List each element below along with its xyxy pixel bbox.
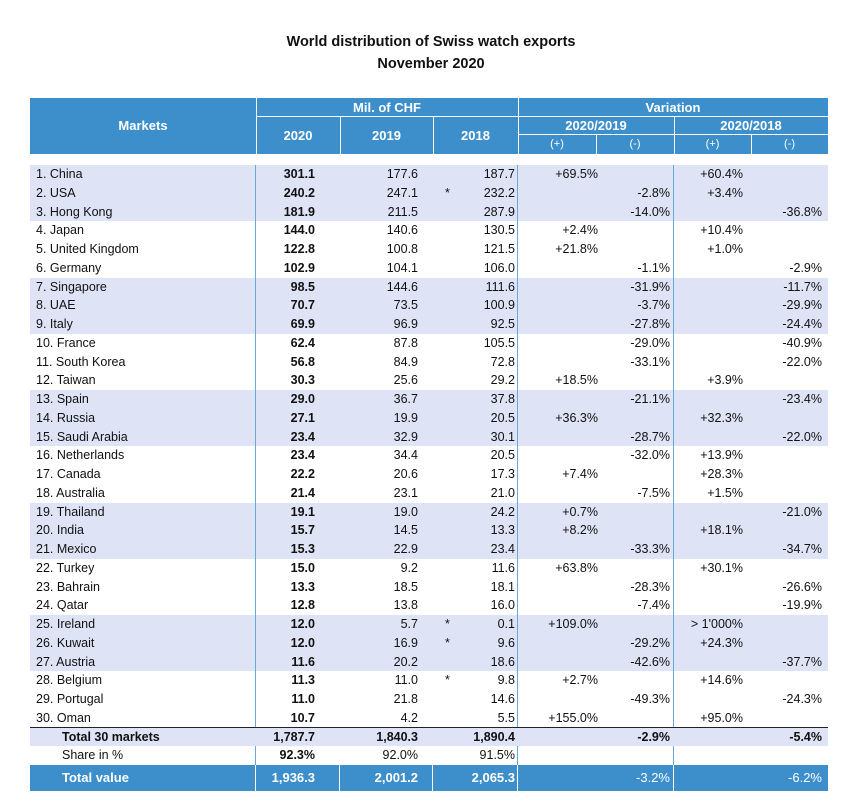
value-2019: 177.6: [386, 167, 418, 181]
header-var-2020-2018: 2020/2018: [720, 117, 782, 133]
value-2020: 240.2: [283, 185, 315, 200]
table-row: [30, 578, 828, 597]
value-2018: 18.1: [490, 579, 515, 594]
header-year-2020: 2020: [283, 127, 313, 143]
var-2018-plus: +1.0%: [707, 242, 743, 256]
table-row: [30, 634, 828, 653]
value-2019: 16.9: [393, 635, 418, 650]
value-2018: 130.5: [483, 223, 515, 238]
value-2019: 100.8: [386, 242, 418, 256]
value-2019: 73.5: [393, 298, 418, 313]
total-value-row: [30, 765, 828, 791]
table-title: World distribution of Swiss watch exports: [286, 34, 576, 50]
table-row: [30, 371, 828, 390]
var-2019-plus: +2.7%: [562, 673, 598, 688]
var-2019-minus: -49.3%: [630, 692, 670, 706]
value-2018: 111.6: [485, 279, 515, 294]
value-2018: 121.5: [483, 242, 515, 256]
header-minus-1: (-): [629, 138, 641, 150]
value-2019: 36.7: [393, 392, 418, 406]
total-2018: 2,065.3: [471, 770, 515, 785]
var-2018-plus: +14.6%: [700, 673, 743, 688]
value-2020: 56.8: [290, 354, 315, 369]
value-2019: 21.8: [393, 692, 418, 706]
value-2018: 16.0: [490, 598, 515, 613]
value-2019: 14.5: [393, 523, 418, 538]
var-2019-minus: -42.6%: [630, 654, 670, 669]
value-2019: 23.1: [393, 485, 418, 500]
value-2020: 62.4: [290, 335, 315, 350]
revised-marker: *: [445, 635, 450, 650]
var-2019-minus: -29.2%: [630, 635, 670, 650]
value-2018: 24.2: [490, 504, 515, 519]
value-2020: 11.0: [291, 692, 315, 706]
total-2020: 1,936.3: [271, 770, 315, 785]
market-name: 10. France: [36, 335, 96, 350]
table-row: [30, 428, 828, 447]
value-2019: 18.5: [393, 579, 418, 594]
value-2020: 15.0: [290, 560, 315, 575]
value-2018: 9.8: [497, 673, 515, 688]
var-2019-plus: +109.0%: [548, 617, 598, 631]
value-2020: 12.0: [290, 617, 315, 631]
table-row: [30, 596, 828, 615]
table-row: [30, 709, 828, 728]
value-2018: 105.5: [483, 335, 515, 350]
var-2018-minus: -26.6%: [782, 579, 822, 594]
value-2018: 287.9: [483, 204, 515, 219]
revised-marker: *: [445, 185, 450, 200]
value-2019: 19.0: [393, 504, 418, 519]
market-name: 22. Turkey: [36, 560, 95, 575]
value-2020: 11.6: [291, 654, 315, 669]
var-2018-minus: -29.9%: [782, 298, 822, 313]
var-2019-minus: -2.8%: [637, 185, 670, 200]
value-2020: 69.9: [290, 317, 315, 331]
market-name: 24. Qatar: [36, 598, 89, 613]
total30-var-2018: -5.4%: [789, 730, 822, 744]
var-2019-plus: +18.5%: [555, 373, 598, 388]
header-markets: Markets: [118, 117, 168, 133]
total-var-2018: -6.2%: [788, 770, 822, 785]
value-2019: 11.0: [394, 673, 418, 688]
table-row: [30, 353, 828, 372]
value-2020: 15.7: [290, 523, 315, 538]
table-header: [30, 98, 828, 154]
value-2019: 247.1: [386, 185, 418, 200]
value-2019: 87.8: [393, 335, 418, 350]
header-variation: Variation: [645, 99, 701, 115]
total-2019: 2,001.2: [374, 770, 418, 785]
value-2020: 122.8: [283, 242, 315, 256]
var-2018-minus: -36.8%: [782, 204, 822, 219]
value-2020: 11.3: [291, 673, 315, 688]
market-name: 18. Australia: [36, 485, 105, 500]
value-2019: 22.9: [393, 542, 418, 556]
value-2018: 18.6: [490, 654, 515, 669]
var-2018-minus: -2.9%: [789, 260, 822, 275]
var-2018-minus: -40.9%: [782, 335, 822, 350]
var-2018-plus: +10.4%: [700, 223, 743, 238]
value-2018: 5.5: [497, 710, 515, 725]
market-name: 20. India: [36, 523, 84, 538]
value-2019: 211.5: [387, 204, 418, 219]
value-2020: 27.1: [290, 410, 315, 425]
var-2018-plus: +28.3%: [700, 467, 743, 481]
var-2018-minus: -24.3%: [782, 692, 822, 706]
total30-2020: 1,787.7: [273, 730, 315, 744]
value-2019: 84.9: [393, 354, 418, 369]
var-2018-minus: -34.7%: [782, 542, 822, 556]
table-row: [30, 390, 828, 409]
table-row: [30, 559, 828, 578]
var-2018-plus: +60.4%: [700, 167, 743, 181]
var-2018-minus: -23.4%: [782, 392, 822, 406]
value-2019: 5.7: [400, 617, 418, 631]
market-name: 3. Hong Kong: [36, 204, 113, 219]
table-row: [30, 484, 828, 503]
total30-var-2019: -2.9%: [637, 730, 670, 744]
value-2020: 22.2: [290, 467, 315, 481]
market-name: 2. USA: [36, 185, 76, 200]
value-2018: 30.1: [490, 429, 515, 444]
table-row: [30, 184, 828, 203]
market-name: 6. Germany: [36, 260, 102, 275]
var-2018-plus: +95.0%: [700, 710, 743, 725]
value-2018: 9.6: [497, 635, 515, 650]
var-2019-minus: -33.3%: [630, 542, 670, 556]
value-2020: 12.0: [290, 635, 315, 650]
var-2018-minus: -11.7%: [783, 279, 822, 294]
market-name: 5. United Kingdom: [36, 242, 139, 256]
table-row: [30, 409, 828, 428]
var-2018-plus: +1.5%: [707, 485, 743, 500]
value-2019: 19.9: [393, 410, 418, 425]
table-row: [30, 165, 828, 184]
share-row: [30, 746, 828, 764]
value-2018: 17.3: [490, 467, 515, 481]
value-2019: 13.8: [393, 598, 418, 613]
market-name: 28. Belgium: [36, 673, 103, 688]
market-name: 21. Mexico: [36, 542, 97, 556]
value-2020: 23.4: [290, 429, 315, 444]
value-2018: 92.5: [490, 317, 515, 331]
market-name: 16. Netherlands: [36, 448, 125, 463]
value-2019: 4.2: [400, 710, 418, 725]
table-row: [30, 203, 828, 222]
share-2019: 92.0%: [382, 748, 418, 762]
revised-marker: *: [445, 673, 450, 688]
var-2018-minus: -24.4%: [782, 317, 822, 331]
var-2019-minus: -28.7%: [630, 429, 670, 444]
table-subtitle: November 2020: [377, 56, 485, 72]
value-2020: 13.3: [290, 579, 315, 594]
table-row: [30, 334, 828, 353]
share-2018: 91.5%: [479, 748, 515, 762]
var-2019-plus: +0.7%: [562, 504, 598, 519]
value-2018: 232.2: [483, 185, 515, 200]
value-2018: 106.0: [483, 260, 515, 275]
market-name: 19. Thailand: [36, 504, 105, 519]
total-30-markets-row: [30, 728, 828, 746]
market-name: 13. Spain: [36, 392, 89, 406]
var-2019-minus: -21.1%: [630, 392, 670, 406]
value-2020: 10.7: [290, 710, 315, 725]
table-row: [30, 315, 828, 334]
value-2019: 32.9: [393, 429, 418, 444]
var-2018-plus: > 1'000%: [690, 617, 743, 631]
value-2020: 102.9: [283, 260, 315, 275]
table-row: [30, 465, 828, 484]
table-row: [30, 653, 828, 672]
var-2019-plus: +63.8%: [555, 560, 598, 575]
market-name: 17. Canada: [36, 467, 101, 481]
value-2020: 23.4: [290, 448, 315, 463]
value-2018: 11.6: [491, 560, 515, 575]
value-2020: 181.9: [283, 204, 315, 219]
var-2019-plus: +2.4%: [562, 223, 598, 238]
value-2020: 70.7: [290, 298, 315, 313]
var-2018-plus: +32.3%: [700, 410, 743, 425]
value-2019: 104.1: [386, 260, 418, 275]
var-2018-minus: -37.7%: [782, 654, 822, 669]
var-2018-minus: -22.0%: [782, 429, 822, 444]
value-2018: 13.3: [490, 523, 515, 538]
table-row: [30, 240, 828, 259]
header-plus-2: (+): [705, 138, 720, 150]
market-name: 1. China: [36, 167, 83, 181]
table-row: [30, 671, 828, 690]
market-name: 30. Oman: [36, 710, 91, 725]
header-mil-chf: Mil. of CHF: [353, 99, 421, 115]
value-2018: 20.5: [490, 410, 515, 425]
value-2018: 0.1: [497, 617, 515, 631]
market-name: 4. Japan: [36, 223, 84, 238]
var-2019-minus: -27.8%: [630, 317, 670, 331]
var-2018-minus: -21.0%: [782, 504, 822, 519]
var-2018-plus: +30.1%: [700, 560, 743, 575]
table-row: [30, 503, 828, 522]
value-2019: 25.6: [393, 373, 418, 388]
value-2020: 29.0: [290, 392, 315, 406]
table-row: [30, 278, 828, 297]
table-row: [30, 690, 828, 709]
var-2019-minus: -33.1%: [630, 354, 670, 369]
var-2018-plus: +13.9%: [700, 448, 743, 463]
var-2019-minus: -32.0%: [630, 448, 670, 463]
var-2019-plus: +155.0%: [548, 710, 598, 725]
var-2019-minus: -1.1%: [637, 260, 670, 275]
value-2018: 72.8: [490, 354, 515, 369]
table-row: [30, 221, 828, 240]
value-2020: 30.3: [290, 373, 315, 388]
var-2019-minus: -29.0%: [630, 335, 670, 350]
value-2020: 19.1: [290, 504, 315, 519]
table-row: [30, 521, 828, 540]
var-2019-plus: +21.8%: [555, 242, 598, 256]
var-2018-plus: +3.4%: [707, 185, 743, 200]
value-2018: 21.0: [490, 485, 515, 500]
header-var-2020-2019: 2020/2019: [565, 117, 627, 133]
var-2019-minus: -31.9%: [630, 279, 670, 294]
table-row: [30, 615, 828, 634]
total30-label: Total 30 markets: [62, 730, 160, 744]
value-2020: 21.4: [290, 485, 315, 500]
market-name: 29. Portugal: [36, 692, 104, 706]
share-label: Share in %: [62, 748, 124, 762]
var-2018-plus: +3.9%: [707, 373, 743, 388]
var-2019-plus: +8.2%: [562, 523, 598, 538]
value-2018: 20.5: [490, 448, 515, 463]
market-name: 15. Saudi Arabia: [36, 429, 128, 444]
var-2019-minus: -28.3%: [630, 579, 670, 594]
total30-2018: 1,890.4: [473, 730, 515, 744]
var-2018-minus: -22.0%: [782, 354, 822, 369]
value-2019: 20.6: [393, 467, 418, 481]
market-name: 23. Bahrain: [36, 579, 100, 594]
market-name: 27. Austria: [36, 654, 96, 669]
value-2020: 12.8: [290, 598, 315, 613]
market-name: 26. Kuwait: [36, 635, 95, 650]
value-2019: 144.6: [386, 279, 418, 294]
header-year-2018: 2018: [461, 127, 490, 143]
value-2020: 98.5: [290, 279, 315, 294]
value-2019: 9.2: [400, 560, 418, 575]
var-2018-minus: -19.9%: [782, 598, 822, 613]
var-2019-minus: -14.0%: [630, 204, 670, 219]
value-2019: 96.9: [393, 317, 418, 331]
var-2019-minus: -7.5%: [637, 485, 670, 500]
table-row: [30, 446, 828, 465]
value-2019: 34.4: [393, 448, 418, 463]
market-name: 12. Taiwan: [36, 373, 96, 388]
market-name: 9. Italy: [36, 317, 73, 331]
var-2019-plus: +69.5%: [555, 167, 598, 181]
header-minus-2: (-): [784, 138, 795, 150]
market-name: 8. UAE: [36, 298, 76, 313]
total-label: Total value: [62, 770, 129, 785]
var-2019-minus: -3.7%: [637, 298, 670, 313]
header-plus-1: (+): [550, 138, 564, 150]
value-2019: 140.6: [386, 223, 418, 238]
value-2019: 20.2: [393, 654, 418, 669]
value-2018: 37.8: [490, 392, 515, 406]
total30-2019: 1,840.3: [376, 730, 418, 744]
value-2018: 187.7: [483, 167, 515, 181]
table-row: [30, 540, 828, 559]
table-row: [30, 259, 828, 278]
share-2020: 92.3%: [279, 748, 315, 762]
value-2020: 15.3: [290, 542, 315, 556]
value-2018: 29.2: [490, 373, 515, 388]
value-2020: 144.0: [283, 223, 315, 238]
revised-marker: *: [445, 617, 450, 631]
value-2018: 100.9: [483, 298, 515, 313]
var-2018-plus: +24.3%: [700, 635, 743, 650]
market-name: 14. Russia: [36, 410, 96, 425]
market-name: 7. Singapore: [36, 279, 107, 294]
var-2019-minus: -7.4%: [637, 598, 670, 613]
market-name: 25. Ireland: [36, 617, 96, 631]
total-var-2019: -3.2%: [636, 770, 670, 785]
table-row: [30, 296, 828, 315]
var-2019-plus: +36.3%: [555, 410, 598, 425]
var-2019-plus: +7.4%: [562, 467, 598, 481]
var-2018-plus: +18.1%: [700, 523, 743, 538]
header-year-2019: 2019: [372, 127, 401, 143]
market-name: 11. South Korea: [36, 354, 126, 369]
value-2018: 23.4: [490, 542, 515, 556]
market-rows: [30, 165, 828, 728]
value-2018: 14.6: [490, 692, 515, 706]
value-2020: 301.1: [283, 167, 315, 181]
